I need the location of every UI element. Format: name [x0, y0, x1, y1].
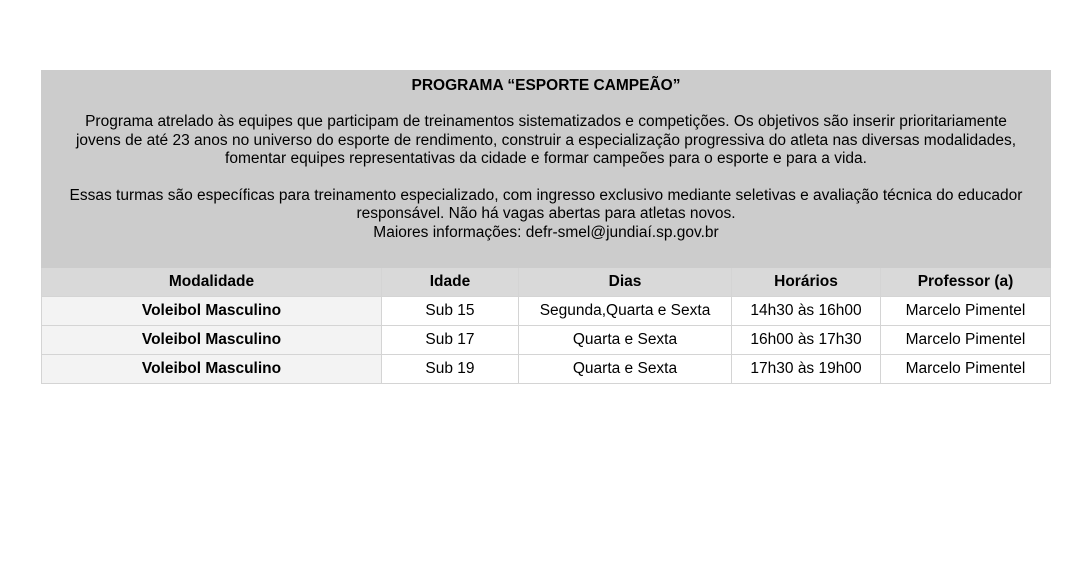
- column-header-modalidade: Modalidade: [42, 268, 382, 297]
- table-row: [42, 326, 1051, 355]
- notice-line: responsável. Não há vagas abertas para atletas novos.: [356, 205, 736, 222]
- cell-dias: Segunda,Quarta e Sexta: [519, 297, 732, 326]
- cell-horarios: 17h30 às 19h00: [732, 355, 881, 384]
- program-title: PROGRAMA “ESPORTE CAMPEÃO”: [411, 77, 681, 94]
- table-row: [42, 297, 1051, 326]
- cell-horarios: 16h00 às 17h30: [732, 326, 881, 355]
- cell-professor: Marcelo Pimentel: [881, 326, 1051, 355]
- column-header-idade: Idade: [382, 268, 519, 297]
- cell-dias: Quarta e Sexta: [519, 326, 732, 355]
- column-header-dias: Dias: [519, 268, 732, 297]
- description-line: fomentar equipes representativas da cidade e formar campeões para o esporte e para a vida.: [225, 150, 867, 167]
- column-header-horarios: Horários: [732, 268, 881, 297]
- cell-idade: Sub 19: [382, 355, 519, 384]
- cell-dias: Quarta e Sexta: [519, 355, 732, 384]
- cell-horarios: 14h30 às 16h00: [732, 297, 881, 326]
- cell-modalidade: Voleibol Masculino: [42, 326, 382, 355]
- column-header-professor: Professor (a): [881, 268, 1051, 297]
- table-header-row: [42, 268, 1051, 297]
- description-line: Programa atrelado às equipes que participam de treinamentos sistematizados e competições. Os objetivos são inserir prioritariamente: [85, 113, 1007, 130]
- program-table: [41, 70, 1051, 384]
- cell-professor: Marcelo Pimentel: [881, 355, 1051, 384]
- intro-cell: [42, 71, 1051, 268]
- cell-idade: Sub 17: [382, 326, 519, 355]
- table-row: [42, 355, 1051, 384]
- cell-modalidade: Voleibol Masculino: [42, 297, 382, 326]
- cell-idade: Sub 15: [382, 297, 519, 326]
- cell-modalidade: Voleibol Masculino: [42, 355, 382, 384]
- description-line: jovens de até 23 anos no universo do esporte de rendimento, construir a especialização progressiva do atleta nas diversas modalidades,: [75, 131, 1017, 149]
- program-description: [42, 113, 1050, 169]
- intro-row: [42, 71, 1051, 268]
- program-notice: [42, 187, 1050, 243]
- cell-professor: Marcelo Pimentel: [881, 297, 1051, 326]
- contact-line: Maiores informações: defr-smel@jundiaí.sp.gov.br: [373, 223, 719, 241]
- notice-line: Essas turmas são específicas para treinamento especializado, com ingresso exclusivo mediante seletivas e avaliação técnica do educador: [69, 186, 1023, 204]
